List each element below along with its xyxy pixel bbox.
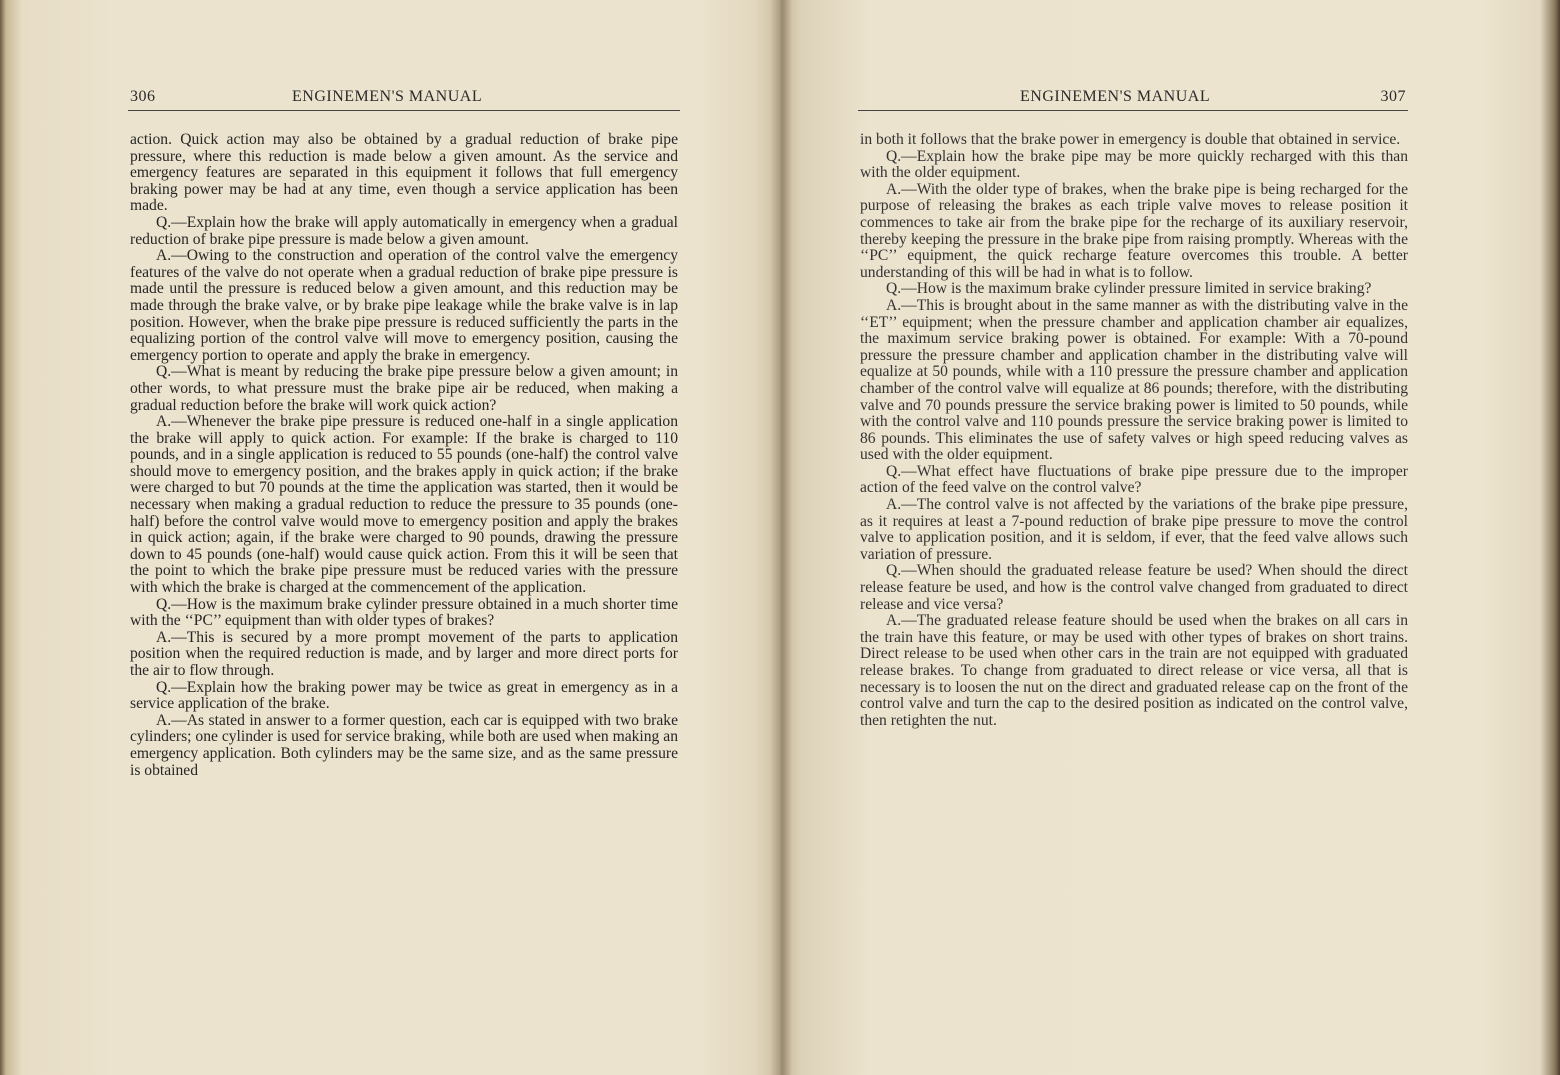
paragraph: action. Quick action may also be obtained by a gradual reduction of brake pipe pressure, where this reduction is made below a given amount. As the service and emergency features are separated in this equipment it follows that full emergency braking power may be had at any time, even though a service application has been made. [130,131,678,215]
header-rule [858,110,1408,111]
right-page-header [858,88,1406,110]
page-number: 307 [1380,88,1406,105]
question: Q.—What effect have fluctuations of brake pipe pressure due to the improper action of the feed valve on the control valve? [860,462,1408,497]
left-page-header [130,88,678,110]
question: Q.—Explain how the brake will apply automatically in emergency when a gradual reduction of brake pipe pressure is made below a given amount. [130,213,678,248]
answer: A.—The graduated release feature should be used when the brakes on all cars in the train have this feature, or may be used with other types of brakes on short trains. Direct release to be used when other cars in the train are not equipped with graduated release brakes. To change from graduated to direct release or vice versa, all that is necessary is to loosen the nut on the direct and graduated release cap on the front of the control valve and turn the cap to the desired position as indicated on the control valve, then retighten the nut. [860,612,1408,729]
right-page [780,0,1560,1075]
question: Q.—How is the maximum brake cylinder pressure limited in service braking? [886,280,1372,298]
question: Q.—Explain how the brake pipe may be more quickly recharged with this than with the older equipment. [860,147,1408,182]
running-head: ENGINEMEN'S MANUAL [1020,88,1211,105]
answer: A.—As stated in answer to a former question, each car is equipped with two brake cylinders; one cylinder is used for service braking, while both are used when making an emergency application. Both cylinders may be the same size, and as the same pressure is obtained [130,711,678,779]
question: Q.—How is the maximum brake cylinder pressure obtained in a much shorter time with the ‘‘PC’’ equipment than with older types of brakes? [130,595,678,630]
page-number: 306 [130,88,156,105]
answer: A.—Whenever the brake pipe pressure is reduced one-half in a single application the brake will apply to quick action. For example: If the brake is charged to 110 pounds, and in a single application is reduced to 55 pounds (one-half) the control valve should move to emergency position, and the brakes apply in quick action; if the brake were charged to but 70 pounds at the time the application was started, then it would be necessary when making a gradual reduction to reduce the pressure to 35 pounds (one-half) before the control valve would move to emergency position and apply the brakes in quick action; again, if the brake were charged to 90 pounds, drawing the pressure down to 45 pounds (one-half) would cause quick action. From this it will be seen that the point to which the brake pipe pressure must be reduced varies with the pressure with which the brake is charged at the commencement of the application. [130,413,678,597]
header-rule [128,110,680,111]
book-gutter [770,0,792,1075]
answer: A.—This is brought about in the same manner as with the distributing valve in the ‘‘ET’’ equipment; when the pressure chamber and application chamber air equalizes, the maximum service braking power is obtained. For example: With a 70-pound pressure the pressure chamber and application chamber in the distributing valve will equalize at 50 pounds, while with a 110 pressure the pressure chamber and application chamber of the control valve will equalize at 86 pounds; therefore, with the distributing valve and 70 pounds pressure the service braking power is limited to 50 pounds, while with the control valve and 110 pounds pressure the service braking power is limited to 86 pounds. This eliminates the use of safety valves or high speed reducing valves as used with the older equipment. [860,296,1408,464]
right-page-body [860,132,1408,729]
answer: A.—With the older type of brakes, when the brake pipe is being recharged for the purpose of releasing the brakes as each triple valve moves to release position it commences to take air from the brake pipe for the recharge of its auxiliary reservoir, thereby keeping the pressure in the brake pipe from raising promptly. Whereas with the ‘‘PC’’ equipment, the quick recharge feature overcomes this trouble. A better understanding of this will be had in what is to follow. [860,180,1408,281]
paragraph: in both it follows that the brake power in emergency is double that obtained in service. [860,131,1401,148]
question: Q.—When should the graduated release feature be used? When should the direct release feature be used, and how is the control valve changed from graduated to direct release and vice versa? [860,562,1408,613]
answer: A.—The control valve is not affected by the variations of the brake pipe pressure, as it requires at least a 7-pound reduction of brake pipe pressure to move the control valve to application position, and it is seldom, if ever, that the feed valve allows such variation of pressure. [860,496,1408,563]
question: Q.—What is meant by reducing the brake pipe pressure below a given amount; in other words, to what pressure must the brake pipe air be reduced, when making a gradual reduction before the brake will work quick action? [130,363,678,414]
question: Q.—Explain how the braking power may be twice as great in emergency as in a service application of the brake. [130,678,678,713]
left-page-body [130,132,678,779]
answer: A.—This is secured by a more prompt movement of the parts to application position when the required reduction is made, and by larger and more direct ports for the air to flow through. [130,628,678,679]
running-head: ENGINEMEN'S MANUAL [292,88,483,105]
answer: A.—Owing to the construction and operation of the control valve the emergency features of the valve do not operate when a gradual reduction of brake pipe pressure is made until the pressure is reduced below a given amount, and this reduction may be made through the brake valve, or by brake pipe leakage while the brake valve is in lap position. However, when the brake pipe pressure is reduced sufficiently the parts in the equalizing portion of the control valve will move to emergency position, causing the emergency portion to operate and apply the brake in emergency. [130,247,678,364]
